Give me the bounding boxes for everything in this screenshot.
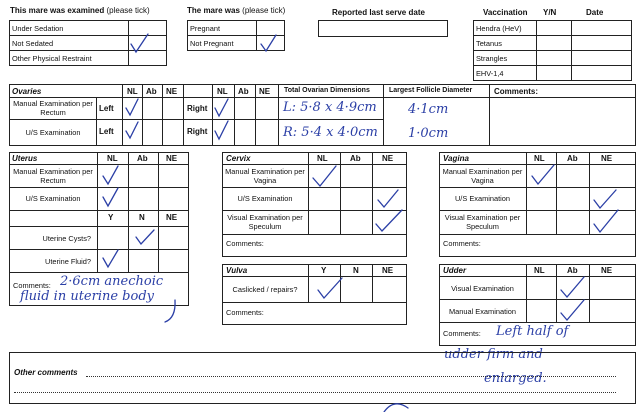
vagina-nl: NL	[534, 154, 545, 163]
option-not-sedated: Not Sedated	[10, 36, 129, 51]
uterus-comment-1: 2·6cm anechoic	[60, 274, 164, 289]
tick-mark	[136, 230, 154, 244]
tick-mark	[318, 278, 342, 298]
right-follicle: 1·0cm	[408, 126, 449, 141]
tick-mark	[103, 188, 118, 206]
udder-comment-3: enlarged.	[484, 371, 547, 386]
option-other-restraint: Other Physical Restraint	[10, 51, 129, 66]
udder-ab: Ab	[567, 266, 578, 275]
udder-ne: NE	[601, 266, 613, 275]
ovaries-comments-header: Comments:	[494, 87, 539, 96]
option-not-pregnant: Not Pregnant	[188, 36, 257, 51]
vagina-title: Vagina	[443, 154, 469, 163]
tick-mark	[532, 165, 554, 184]
ovaries-ne-right: NE	[259, 87, 271, 96]
option-pregnant: Pregnant	[188, 21, 257, 36]
udder-comment-1: Left half of	[496, 324, 569, 339]
tick-mark	[103, 250, 118, 267]
ovaries-ne-left: NE	[166, 87, 178, 96]
vaccination-yn-header: Y/N	[543, 8, 557, 17]
cervix-row-speculum: Visual Examination per Speculum	[227, 213, 303, 231]
udder-title: Udder	[443, 266, 467, 275]
cervix-ab: Ab	[350, 154, 361, 163]
tick-mark	[313, 166, 336, 186]
tick-mark	[215, 121, 228, 139]
vagina-comments-label: Comments:	[443, 239, 481, 248]
uterus-y: Y	[108, 213, 114, 222]
tick-mark	[126, 99, 138, 115]
tick-mark	[165, 300, 175, 322]
left-follicle: 4·1cm	[408, 102, 449, 117]
vagina-row-us: U/S Examination	[454, 194, 511, 203]
vulva-n: N	[353, 266, 359, 275]
vaccine-tetanus: Tetanus	[474, 36, 537, 51]
ovaries-ab-left: Ab	[146, 87, 157, 96]
vagina-ab: Ab	[567, 154, 578, 163]
follicle-header: Largest Follicle Diameter	[389, 87, 473, 94]
vaccine-hendra: Hendra (HeV)	[474, 21, 537, 36]
ovaries-nl-left: NL	[127, 87, 138, 96]
tick-mark	[126, 122, 138, 138]
option-under-sedation: Under Sedation	[10, 21, 129, 36]
ovaries-right-label-2: Right	[187, 127, 208, 136]
tick-mark	[561, 300, 584, 320]
ovaries-title: Ovaries	[12, 87, 42, 96]
udder-row-manual: Manual Examination	[449, 307, 516, 316]
cervix-ne: NE	[382, 154, 394, 163]
tick-mark	[594, 190, 616, 208]
cervix-row-us: U/S Examination	[237, 194, 293, 203]
tick-mark	[103, 166, 118, 184]
tick-mark	[261, 35, 276, 51]
vaccine-ehv: EHV-1,4	[474, 66, 537, 81]
vaccine-strangles: Strangles	[474, 51, 537, 66]
ovaries-row-manual: Manual Examination per Rectum	[13, 99, 93, 117]
examined-title: This mare was examined (please tick)	[10, 6, 150, 15]
uterus-ne2: NE	[166, 213, 178, 222]
other-comments-label: Other comments	[14, 368, 78, 377]
vagina-ne: NE	[601, 154, 613, 163]
ovaries-left-label-2: Left	[99, 127, 114, 136]
vulva-title: Vulva	[226, 266, 248, 275]
uterus-comment-2: fluid in uterine body	[20, 289, 154, 304]
ovaries-row-us: U/S Examination	[25, 128, 81, 137]
udder-comment-2: udder firm and	[444, 347, 543, 362]
udder-comments-label: Comments:	[443, 329, 481, 338]
uterus-title: Uterus	[12, 154, 38, 163]
uterine-cysts-label: Uterine Cysts?	[42, 234, 91, 243]
uterus-comments-label: Comments:	[13, 281, 51, 290]
vaccination-date-header: Date	[586, 8, 604, 17]
uterus-row-manual: Manual Examination per Rectum	[13, 167, 93, 185]
vulva-row-caslick: Caslicked / repairs?	[232, 285, 298, 294]
tick-mark	[594, 210, 618, 232]
uterus-row-us: U/S Examination	[25, 194, 81, 203]
cervix-row-manual: Manual Examination per Vagina	[225, 167, 305, 185]
tick-mark	[376, 210, 402, 231]
udder-nl: NL	[534, 266, 545, 275]
right-dimension: R: 5·4 x 4·0cm	[283, 125, 378, 140]
ovaries-left-label-1: Left	[99, 104, 114, 113]
uterus-ne: NE	[166, 154, 178, 163]
tick-mark	[131, 34, 148, 52]
tick-mark	[561, 277, 584, 297]
ovaries-ab-right: Ab	[238, 87, 249, 96]
ovaries-right-label-1: Right	[187, 104, 208, 113]
tick-mark	[384, 404, 408, 412]
mare-was-title: The mare was (please tick)	[187, 6, 286, 15]
uterine-fluid-label: Uterine Fluid?	[44, 257, 91, 266]
vagina-row-manual: Manual Examination per Vagina	[442, 167, 523, 185]
cervix-comments-label: Comments:	[226, 239, 264, 248]
dimensions-header: Total Ovarian Dimensions	[284, 87, 370, 94]
left-dimension: L: 5·8 x 4·9cm	[283, 100, 377, 115]
vulva-y: Y	[321, 266, 327, 275]
uterus-nl: NL	[107, 154, 118, 163]
vaccination-title: Vaccination	[483, 8, 528, 17]
serve-title: Reported last serve date	[332, 8, 425, 17]
cervix-nl: NL	[317, 154, 328, 163]
tick-mark	[378, 190, 398, 207]
vulva-comments-label: Comments:	[226, 308, 264, 317]
vulva-ne: NE	[382, 266, 394, 275]
vagina-row-speculum: Visual Examination per Speculum	[444, 213, 521, 231]
cervix-title: Cervix	[226, 154, 251, 163]
udder-row-visual: Visual Examination	[451, 284, 514, 293]
uterus-n: N	[139, 213, 145, 222]
uterus-ab: Ab	[137, 154, 148, 163]
tick-mark	[215, 99, 228, 116]
ovaries-nl-right: NL	[217, 87, 228, 96]
